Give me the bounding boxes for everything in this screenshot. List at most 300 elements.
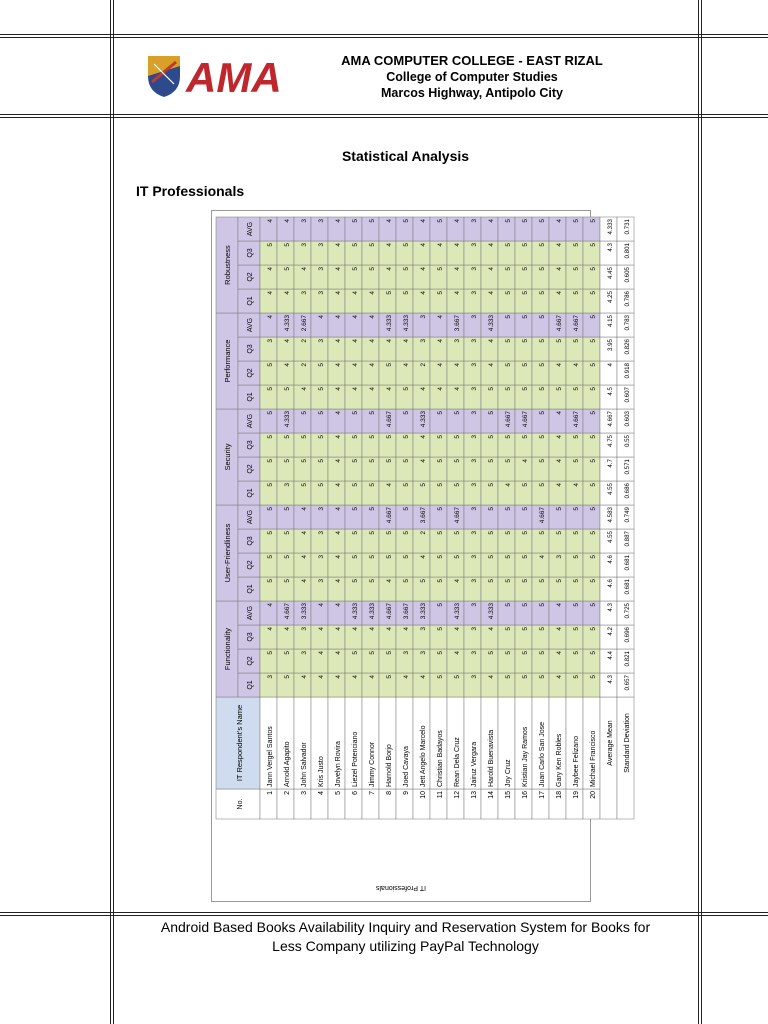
row-value: 5	[590, 339, 597, 343]
row-value: 4	[369, 291, 376, 295]
row-value: 5	[505, 267, 512, 271]
row-value: 5	[437, 411, 444, 415]
row-value: 4	[352, 387, 359, 391]
row-value: 5	[539, 219, 546, 223]
row-value: 5	[267, 363, 274, 367]
row-value: 4.333	[454, 603, 461, 620]
row-value: 5	[539, 435, 546, 439]
row-value: 5	[420, 483, 427, 487]
row-value: 4	[556, 459, 563, 463]
row-value: 5	[488, 507, 495, 511]
row-value: 5	[454, 435, 461, 439]
row-value: 5	[505, 387, 512, 391]
summary-value: 4.6	[607, 579, 614, 588]
row-value: 5	[539, 267, 546, 271]
header-sub-label: AVG	[247, 509, 254, 525]
row-value: 5	[352, 651, 359, 655]
row-value: 5	[267, 387, 274, 391]
row-value: 4	[301, 531, 308, 535]
row-value: 5	[522, 603, 529, 607]
left-border-line	[110, 0, 111, 1024]
row-value: 4	[488, 339, 495, 343]
row-value: 4	[267, 315, 274, 319]
row-value: 3	[267, 675, 274, 679]
row-value: 4.667	[556, 315, 563, 332]
row-value: 5	[590, 555, 597, 559]
row-value: 5	[369, 531, 376, 535]
row-name: Jimmy Connor	[369, 741, 376, 787]
row-value: 5	[488, 579, 495, 583]
row-value: 4	[301, 579, 308, 583]
summary-value: 4.15	[607, 315, 614, 328]
row-value: 4	[403, 339, 410, 343]
row-value: 5	[590, 411, 597, 415]
summary-value: 0.725	[624, 603, 631, 619]
header-sub-label: Q3	[247, 632, 254, 642]
row-value: 4	[352, 339, 359, 343]
row-value: 5	[454, 555, 461, 559]
row-name: Joy Cruz	[505, 759, 512, 787]
row-value: 5	[267, 507, 274, 511]
row-value: 4	[556, 363, 563, 367]
row-value: 4	[454, 651, 461, 655]
row-no: 13	[471, 791, 478, 799]
row-value: 5	[437, 291, 444, 295]
header-group-label: Functionality	[223, 627, 232, 671]
row-value: 4	[352, 315, 359, 319]
row-value: 5	[454, 531, 461, 535]
row-value: 3	[318, 531, 325, 535]
summary-value: 0.783	[624, 315, 631, 331]
row-value: 3	[420, 651, 427, 655]
row-no: 11	[437, 791, 444, 799]
row-value: 5	[573, 291, 580, 295]
row-value: 5	[301, 459, 308, 463]
row-value: 5	[437, 219, 444, 223]
row-value: 5	[284, 243, 291, 247]
row-value: 3	[471, 219, 478, 223]
row-value: 4	[318, 675, 325, 679]
row-value: 5	[573, 243, 580, 247]
row-value: 5	[437, 507, 444, 511]
row-value: 5	[403, 507, 410, 511]
row-no: 5	[335, 791, 342, 795]
row-value: 3	[471, 387, 478, 391]
row-value: 5	[505, 243, 512, 247]
row-name: Jett Angelo Marcelo	[420, 725, 427, 787]
row-value: 5	[318, 363, 325, 367]
summary-value: 0.605	[624, 267, 631, 283]
row-value: 5	[590, 459, 597, 463]
row-value: 3	[267, 339, 274, 343]
row-value: 5	[590, 579, 597, 583]
row-value: 4	[335, 387, 342, 391]
row-value: 5	[284, 459, 291, 463]
row-value: 4.333	[488, 315, 495, 332]
row-value: 5	[505, 579, 512, 583]
row-value: 5	[488, 651, 495, 655]
summary-value: 0.681	[624, 579, 631, 595]
row-value: 5	[539, 603, 546, 607]
row-value: 4	[386, 267, 393, 271]
row-value: 4	[454, 267, 461, 271]
row-value: 5	[590, 483, 597, 487]
row-value: 5	[454, 411, 461, 415]
summary-value: 4.7	[607, 459, 614, 468]
row-value: 4	[335, 507, 342, 511]
row-value: 5	[284, 579, 291, 583]
row-value: 4	[352, 627, 359, 631]
row-value: 3	[420, 339, 427, 343]
row-value: 5	[437, 627, 444, 631]
row-value: 4.333	[369, 603, 376, 620]
row-value: 4.667	[386, 603, 393, 620]
row-value: 5	[267, 459, 274, 463]
row-value: 4	[352, 363, 359, 367]
row-value: 5	[267, 555, 274, 559]
row-value: 4	[556, 243, 563, 247]
row-value: 5	[369, 219, 376, 223]
row-name: Jovelyn Rovira	[335, 741, 342, 787]
row-value: 5	[386, 555, 393, 559]
header-sub-label: AVG	[247, 605, 254, 621]
row-value: 3	[454, 339, 461, 343]
row-value: 5	[352, 555, 359, 559]
row-value: 4	[352, 675, 359, 679]
row-value: 5	[573, 435, 580, 439]
row-value: 4	[369, 339, 376, 343]
row-value: 5	[488, 483, 495, 487]
row-value: 5	[352, 507, 359, 511]
row-value: 4	[284, 627, 291, 631]
row-value: 4.667	[386, 411, 393, 428]
summary-value: 4.5	[607, 387, 614, 396]
row-value: 5	[573, 507, 580, 511]
row-value: 5	[267, 579, 274, 583]
row-value: 5	[590, 627, 597, 631]
row-value: 3	[471, 243, 478, 247]
row-value: 5	[539, 243, 546, 247]
row-value: 5	[437, 579, 444, 583]
row-value: 3	[318, 555, 325, 559]
row-value: 5	[590, 315, 597, 319]
row-value: 4.333	[284, 411, 291, 428]
row-value: 5	[284, 675, 291, 679]
summary-value: 0.686	[624, 483, 631, 499]
row-value: 4	[267, 603, 274, 607]
row-value: 4	[386, 387, 393, 391]
row-value: 4	[386, 627, 393, 631]
section-title: IT Professionals	[136, 183, 245, 199]
row-value: 5	[352, 483, 359, 487]
row-value: 5	[267, 483, 274, 487]
row-value: 5	[505, 627, 512, 631]
row-value: 3.667	[454, 315, 461, 332]
summary-value: 0.826	[624, 339, 631, 355]
row-value: 5	[437, 435, 444, 439]
header-group-label: Robustness	[223, 245, 232, 285]
row-value: 5	[573, 459, 580, 463]
row-value: 5	[590, 651, 597, 655]
row-value: 5	[386, 675, 393, 679]
row-value: 3	[471, 435, 478, 439]
row-value: 5	[403, 291, 410, 295]
row-value: 5	[369, 435, 376, 439]
row-value: 5	[590, 291, 597, 295]
summary-value: 0.571	[624, 459, 631, 475]
row-no: 4	[318, 791, 325, 795]
row-value: 5	[505, 507, 512, 511]
row-value: 3	[471, 555, 478, 559]
footer-line-2: Less Company utilizing PayPal Technology	[272, 938, 539, 954]
row-value: 4	[301, 267, 308, 271]
row-value: 4.667	[573, 411, 580, 428]
row-value: 4	[488, 267, 495, 271]
row-value: 5	[573, 675, 580, 679]
row-value: 4.667	[386, 507, 393, 524]
header-sub-label: Q1	[247, 296, 254, 306]
row-value: 4	[556, 483, 563, 487]
row-value: 5	[539, 483, 546, 487]
summary-label: Average Mean	[607, 720, 614, 766]
row-value: 4	[573, 363, 580, 367]
row-value: 5	[403, 387, 410, 391]
row-value: 4	[284, 291, 291, 295]
header-group-label: User-Friendliness	[223, 523, 232, 583]
row-value: 2	[301, 339, 308, 343]
row-value: 4	[335, 363, 342, 367]
college-address: Marcos Highway, Antipolo City	[381, 86, 563, 100]
row-value: 5	[590, 435, 597, 439]
row-value: 4	[556, 219, 563, 223]
row-value: 3	[318, 219, 325, 223]
row-value: 5	[403, 411, 410, 415]
row-value: 4	[301, 555, 308, 559]
header-sub-label: Q2	[247, 272, 254, 282]
row-value: 4	[369, 675, 376, 679]
row-value: 4	[386, 579, 393, 583]
row-value: 5	[267, 651, 274, 655]
row-value: 5	[284, 267, 291, 271]
row-value: 5	[505, 603, 512, 607]
row-value: 5	[522, 675, 529, 679]
row-value: 4	[505, 483, 512, 487]
row-value: 5	[556, 507, 563, 511]
college-info	[312, 53, 632, 101]
row-value: 5	[522, 507, 529, 511]
row-value: 5	[522, 651, 529, 655]
row-value: 3	[471, 627, 478, 631]
statistics-table	[212, 211, 631, 901]
row-value: 3	[301, 627, 308, 631]
row-no: 3	[301, 791, 308, 795]
row-value: 5	[505, 219, 512, 223]
row-value: 4	[454, 387, 461, 391]
row-value: 5	[539, 315, 546, 319]
row-value: 5	[437, 555, 444, 559]
header-sub-label: Q1	[247, 680, 254, 690]
row-value: 5	[505, 363, 512, 367]
row-value: 5	[267, 435, 274, 439]
college-name: AMA COMPUTER COLLEGE - EAST RIZAL	[341, 53, 603, 68]
row-name: Kris Justo	[318, 756, 325, 787]
row-value: 3	[318, 243, 325, 247]
summary-value: 4.55	[607, 483, 614, 496]
row-value: 4	[420, 243, 427, 247]
row-no: 1	[267, 791, 274, 795]
row-value: 5	[505, 291, 512, 295]
row-value: 3.667	[420, 507, 427, 524]
row-value: 3	[471, 483, 478, 487]
summary-value: 0.821	[624, 651, 631, 667]
row-value: 5	[522, 531, 529, 535]
row-value: 5	[488, 387, 495, 391]
row-value: 5	[590, 531, 597, 535]
row-value: 5	[505, 435, 512, 439]
row-value: 2.667	[301, 315, 308, 332]
row-value: 4	[301, 387, 308, 391]
summary-value: 3.95	[607, 339, 614, 352]
footer-top-line	[0, 912, 768, 913]
row-value: 4	[556, 627, 563, 631]
row-value: 3.333	[420, 603, 427, 620]
row-name: Joed Cavaya	[403, 746, 410, 787]
row-value: 4	[335, 267, 342, 271]
row-value: 5	[522, 219, 529, 223]
row-value: 5	[505, 555, 512, 559]
row-value: 4	[454, 219, 461, 223]
row-value: 4	[267, 267, 274, 271]
row-value: 4.333	[403, 315, 410, 332]
row-value: 4	[369, 387, 376, 391]
row-value: 5	[403, 555, 410, 559]
row-value: 3.333	[301, 603, 308, 620]
footer-line-1: Android Based Books Availability Inquiry and Reservation System for Books for	[160, 919, 651, 935]
row-value: 3	[471, 363, 478, 367]
row-value: 4	[488, 291, 495, 295]
sheet-tab-label: IT Professionals	[375, 884, 427, 891]
row-no: 20	[590, 791, 597, 799]
row-value: 5	[573, 219, 580, 223]
row-value: 3	[471, 291, 478, 295]
row-value: 5	[403, 243, 410, 247]
row-value: 3	[318, 267, 325, 271]
row-value: 4	[335, 339, 342, 343]
row-value: 5	[539, 579, 546, 583]
row-value: 4	[488, 363, 495, 367]
row-value: 4	[488, 627, 495, 631]
row-value: 5	[386, 291, 393, 295]
row-value: 5	[539, 675, 546, 679]
footer-top-line-2	[0, 915, 768, 916]
summary-value: 0.657	[624, 675, 631, 691]
summary-value: 4.583	[607, 507, 614, 523]
row-value: 4	[420, 291, 427, 295]
row-value: 3	[556, 555, 563, 559]
row-value: 5	[318, 435, 325, 439]
row-name: Juan Carlo San Jose	[539, 722, 546, 787]
row-value: 5	[539, 531, 546, 535]
row-value: 5	[573, 651, 580, 655]
row-value: 4	[369, 315, 376, 319]
row-value: 5	[590, 243, 597, 247]
row-value: 5	[437, 459, 444, 463]
row-value: 5	[301, 411, 308, 415]
row-value: 5	[403, 435, 410, 439]
row-value: 4	[420, 387, 427, 391]
row-value: 5	[403, 531, 410, 535]
row-value: 4	[335, 219, 342, 223]
row-value: 4	[318, 651, 325, 655]
row-value: 4	[267, 291, 274, 295]
row-value: 5	[522, 291, 529, 295]
header-sub-label: AVG	[247, 317, 254, 333]
row-value: 5	[590, 507, 597, 511]
header-sub-label: Q3	[247, 248, 254, 258]
summary-value: 4.333	[607, 219, 614, 235]
row-value: 4	[454, 579, 461, 583]
row-value: 5	[369, 411, 376, 415]
summary-value: 4.4	[607, 651, 614, 660]
row-value: 5	[369, 243, 376, 247]
header-group-label: Performance	[223, 339, 232, 383]
summary-value: 4.3	[607, 675, 614, 684]
row-name: Liezel Potenciano	[352, 731, 359, 787]
statistics-table-image	[211, 210, 631, 902]
row-value: 3	[471, 579, 478, 583]
ama-logo	[142, 52, 282, 101]
row-value: 5	[522, 627, 529, 631]
row-value: 4	[318, 315, 325, 319]
row-value: 4	[437, 363, 444, 367]
right-border-line-2	[701, 0, 702, 1024]
row-no: 7	[369, 791, 376, 795]
header-sub-label: AVG	[247, 221, 254, 237]
summary-value: 0.607	[624, 387, 631, 403]
row-value: 5	[284, 531, 291, 535]
row-value: 3	[471, 459, 478, 463]
row-value: 5	[539, 363, 546, 367]
row-value: 4.667	[522, 411, 529, 428]
row-value: 3	[471, 339, 478, 343]
row-value: 4	[386, 339, 393, 343]
row-value: 5	[386, 363, 393, 367]
row-value: 5	[522, 555, 529, 559]
header-sub-label: Q3	[247, 344, 254, 354]
summary-value: 0.55	[624, 435, 631, 448]
row-name: John Salvador	[301, 742, 308, 787]
header-sub-label: AVG	[247, 413, 254, 429]
row-value: 3	[318, 507, 325, 511]
row-value: 4	[403, 363, 410, 367]
row-value: 4.667	[284, 603, 291, 620]
summary-value: 4.45	[607, 267, 614, 280]
row-value: 5	[539, 651, 546, 655]
row-value: 4	[369, 363, 376, 367]
row-value: 4	[556, 411, 563, 415]
row-value: 5	[522, 435, 529, 439]
row-value: 5	[573, 267, 580, 271]
row-value: 5	[505, 675, 512, 679]
row-value: 5	[352, 243, 359, 247]
row-value: 5	[403, 267, 410, 271]
row-value: 5	[369, 507, 376, 511]
row-value: 4	[420, 267, 427, 271]
row-value: 5	[403, 459, 410, 463]
row-value: 4	[437, 387, 444, 391]
row-value: 5	[369, 459, 376, 463]
row-value: 4	[437, 315, 444, 319]
